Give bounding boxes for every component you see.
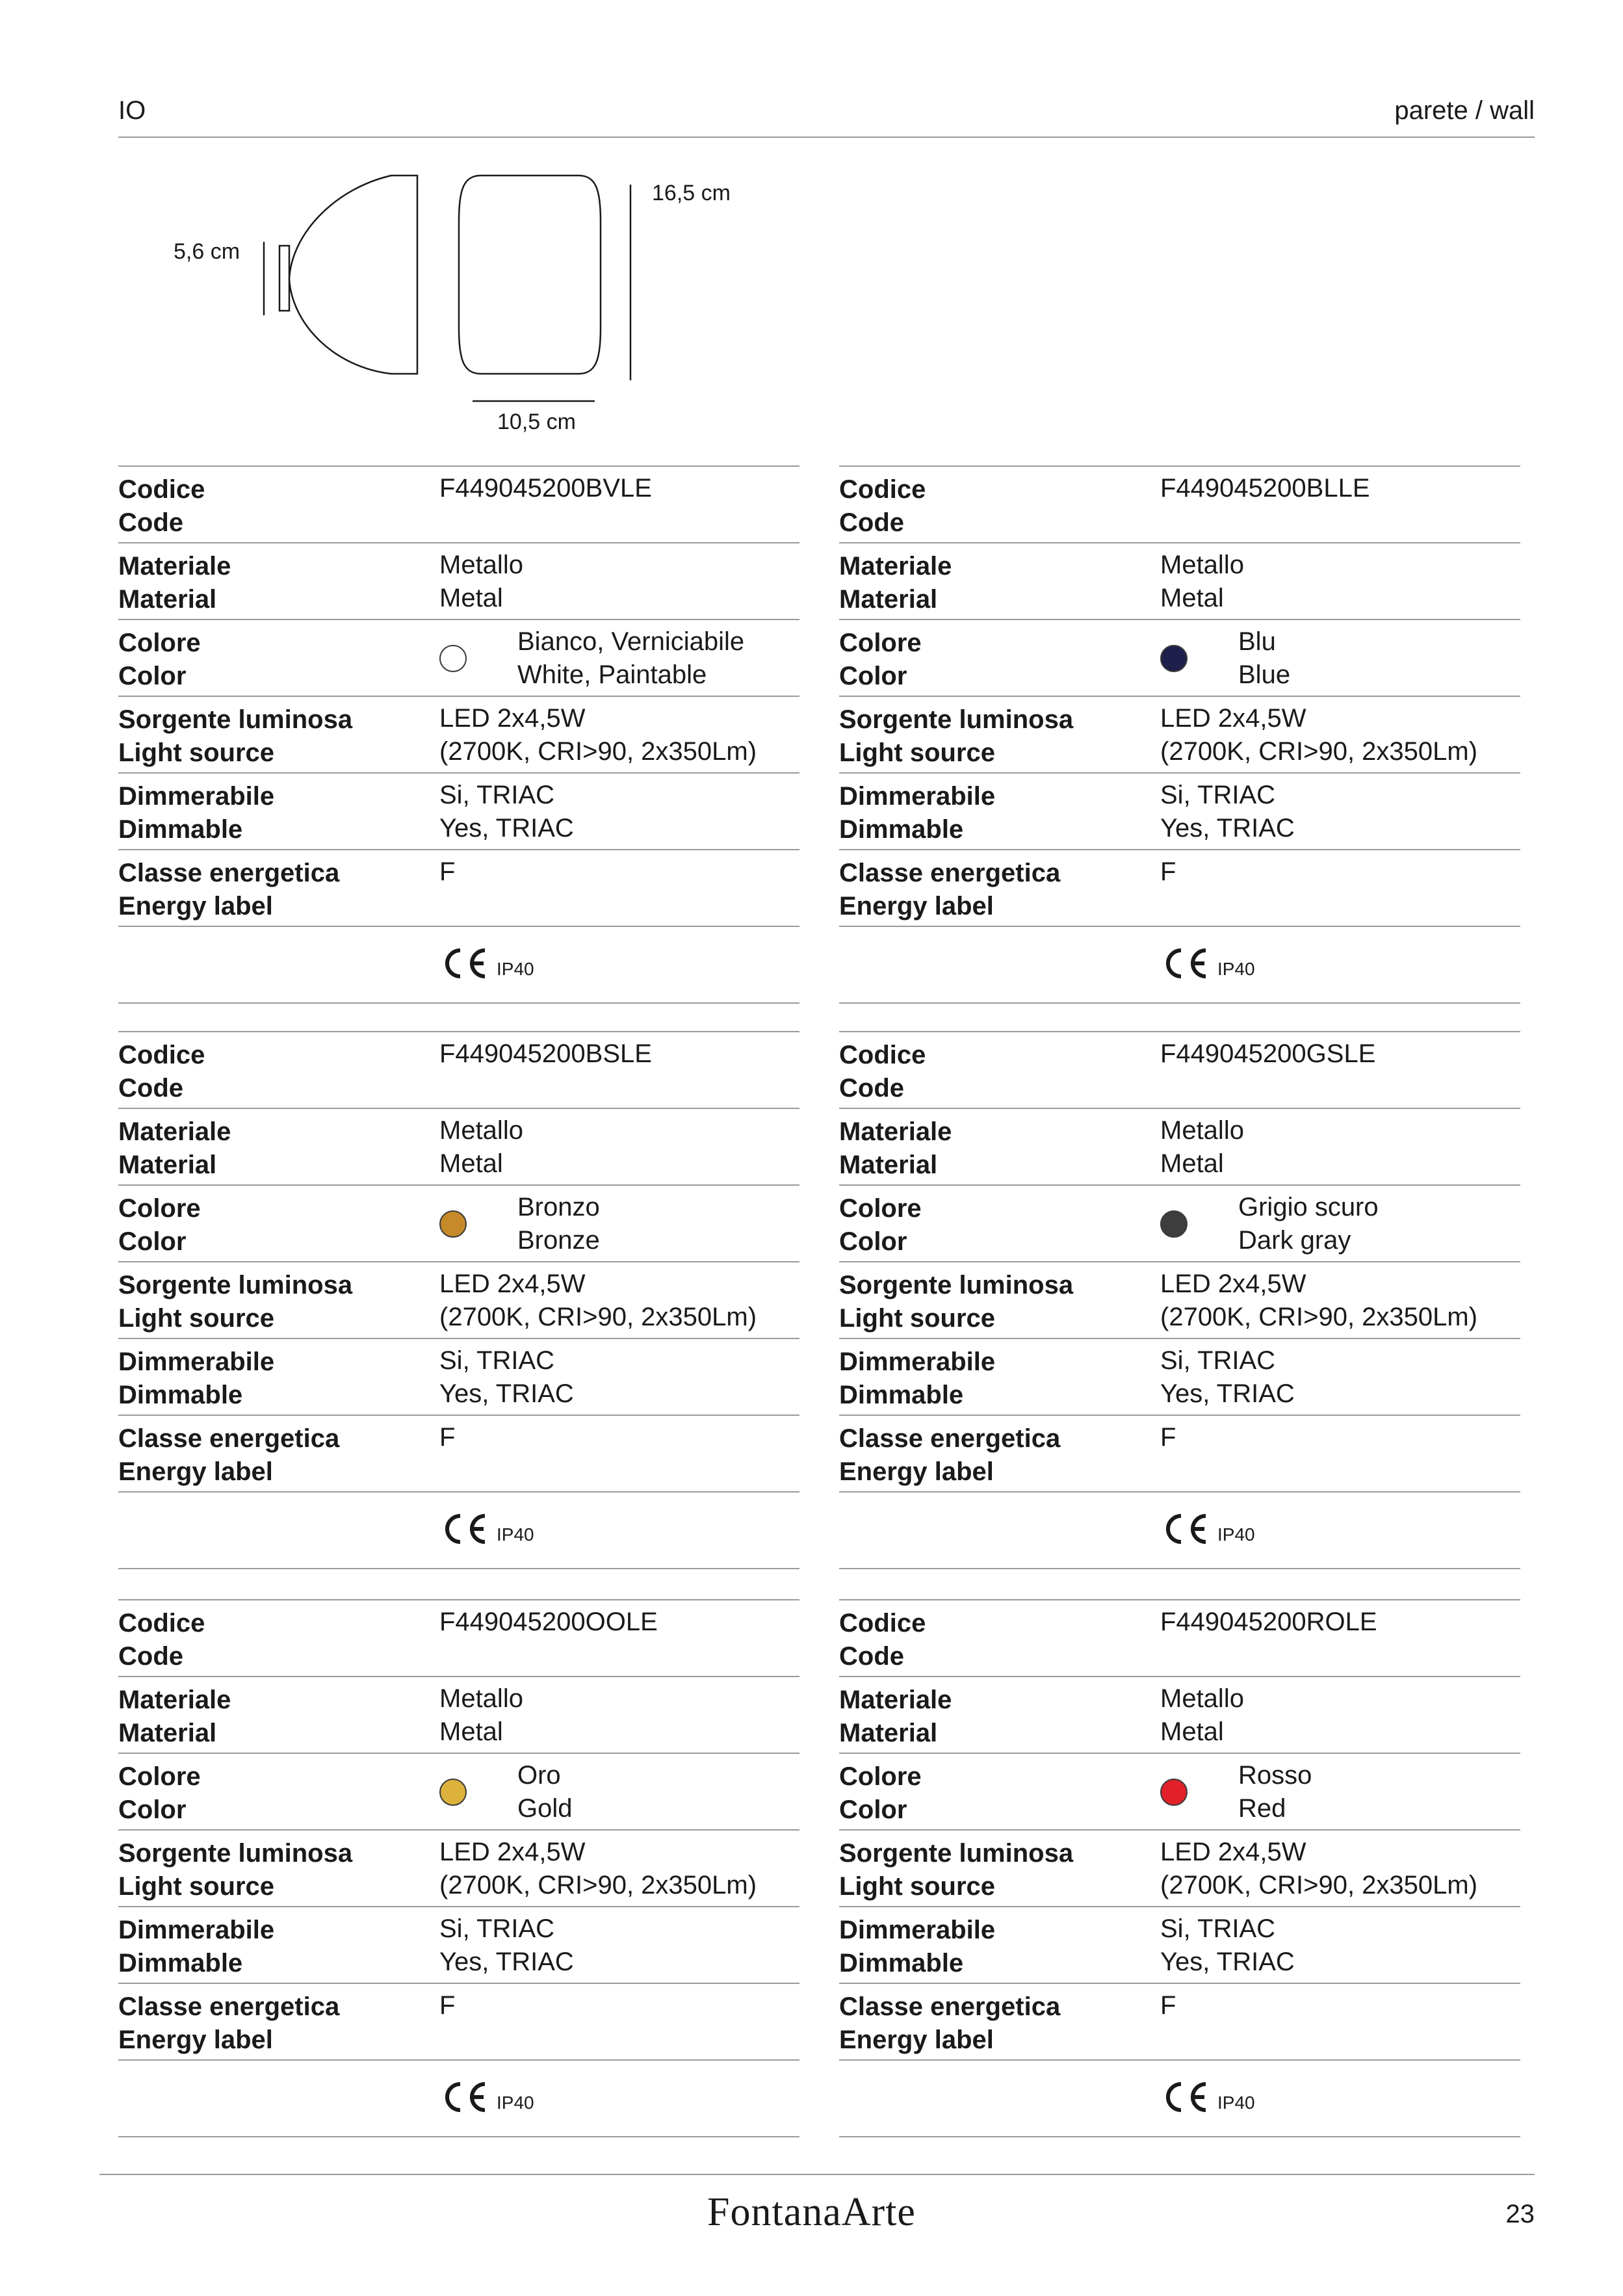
material-value [1160,1109,1520,1181]
material-label-en: Material [118,1719,217,1747]
material-label-it: Materiale [118,552,231,581]
dimmable-label [839,1339,1160,1412]
color-label [839,620,1160,693]
dimmable-value [1160,774,1520,845]
color-value-en: Red [1238,1794,1286,1823]
light-source-value-it: LED 2x4,5W [439,1838,586,1866]
color-label-it: Colore [118,629,201,657]
collection-title: IO [118,96,146,125]
energy-label [839,1416,1160,1489]
material-value [439,1109,799,1181]
ip-rating: IP40 [497,1524,534,1545]
light-source-value [439,697,799,768]
color-row [118,619,799,696]
source-label-en: Light source [839,1872,996,1901]
dimmable-value-it: Si, TRIAC [439,781,555,809]
energy-label-row [118,1983,799,2059]
energy-label-en: Energy label [118,892,273,920]
width-dimension-label: 10,5 cm [497,410,576,434]
code-label-en: Code [118,508,183,537]
color-label-it: Colore [839,629,922,657]
energy-label-it: Classe energetica [839,1424,1061,1453]
color-value-en: White, Paintable [517,660,707,689]
color-row [118,1184,799,1261]
code-row [118,1599,799,1676]
dimmable-value [439,1339,799,1411]
color-value-it: Bianco, Verniciabile [517,627,745,656]
code-label [839,1032,1160,1105]
certification-label-empty [118,927,439,933]
color-label-it: Colore [118,1762,201,1791]
material-value-en: Metal [439,584,503,612]
code-label [118,1600,439,1673]
certification-row [839,926,1520,1004]
ce-mark-icon [439,2080,489,2114]
color-value-it: Blu [1238,627,1276,656]
energy-label-row [839,849,1520,926]
material-label-it: Materiale [118,1117,231,1146]
color-value-it: Grigio scuro [1238,1193,1379,1221]
dimmable-value-en: Yes, TRIAC [1160,814,1295,842]
source-label-en: Light source [118,1872,275,1901]
light-source-row [839,1261,1520,1338]
ip-rating: IP40 [1217,959,1255,979]
height-dimension-label: 16,5 cm [652,181,731,205]
energy-label [118,1984,439,2057]
ip-rating: IP40 [1217,2093,1255,2113]
certification-value [1160,1493,1520,1546]
material-row [118,1676,799,1753]
source-label-it: Sorgente luminosa [839,705,1074,734]
dimmable-value-en: Yes, TRIAC [1160,1948,1295,1976]
ce-mark-icon [1160,2080,1210,2114]
dimmable-value-en: Yes, TRIAC [439,1379,574,1408]
material-label-en: Material [839,585,938,614]
material-value-en: Metal [1160,584,1224,612]
light-source-value-en: (2700K, CRI>90, 2x350Lm) [439,1303,757,1331]
energy-label-en: Energy label [839,892,994,920]
color-label [118,620,439,693]
material-value-it: Metallo [439,1116,523,1145]
light-source-row [118,696,799,772]
light-source-value-it: LED 2x4,5W [439,704,586,733]
dimmable-value [439,1907,799,1979]
dimmable-label-en: Dimmable [118,1949,243,1977]
color-value [439,620,799,692]
light-source-value-en: (2700K, CRI>90, 2x350Lm) [1160,1303,1478,1331]
code-row [839,1031,1520,1108]
source-label [839,697,1160,770]
product-code: F449045200OOLE [439,1608,658,1636]
energy-label [118,1416,439,1489]
energy-class-value: F [439,1991,456,2020]
color-row [839,1184,1520,1261]
color-label-en: Color [839,1795,907,1824]
source-label-it: Sorgente luminosa [839,1271,1074,1299]
dimmable-value-en: Yes, TRIAC [1160,1379,1295,1408]
header-divider [118,137,1535,138]
code-label-en: Code [839,1074,904,1102]
certification-value [439,1493,799,1546]
ce-mark-icon [1160,946,1210,980]
energy-label [839,850,1160,923]
certification-label-empty [118,1493,439,1499]
code-label-it: Codice [118,1041,205,1069]
light-source-value-en: (2700K, CRI>90, 2x350Lm) [439,1871,757,1899]
color-label [118,1754,439,1827]
dimmable-row [839,1338,1520,1415]
color-value [1160,620,1520,692]
dimmable-row [118,1338,799,1415]
material-label-en: Material [118,585,217,614]
color-value [1160,1186,1520,1257]
light-source-value [439,1262,799,1334]
material-label-it: Materiale [839,1686,952,1714]
light-source-value [1160,1831,1520,1902]
energy-label-en: Energy label [118,2026,273,2054]
energy-label-row [118,849,799,926]
certification-label-empty [839,1493,1160,1499]
energy-label-it: Classe energetica [839,859,1061,887]
code-label [839,467,1160,540]
color-value-en: Blue [1238,660,1291,689]
color-label-it: Colore [118,1194,201,1223]
product-spec-card [118,465,799,1004]
color-label-en: Color [839,1227,907,1256]
source-label-it: Sorgente luminosa [839,1839,1074,1868]
energy-class-value: F [439,1423,456,1452]
ce-mark-icon [439,1512,489,1546]
source-label [118,1262,439,1335]
light-source-row [118,1261,799,1338]
material-value-it: Metallo [1160,1116,1244,1145]
source-label-it: Sorgente luminosa [118,1271,353,1299]
energy-class-value: F [1160,1423,1176,1452]
code-label-it: Codice [118,1609,205,1637]
color-row [118,1753,799,1829]
light-source-value-en: (2700K, CRI>90, 2x350Lm) [439,737,757,766]
dimmable-label-it: Dimmerabile [839,782,996,811]
material-value-it: Metallo [439,1684,523,1713]
source-label-en: Light source [839,738,996,767]
energy-label-it: Classe energetica [118,859,340,887]
dimmable-value [1160,1907,1520,1979]
front-view-shape [459,176,601,374]
source-label [839,1831,1160,1903]
code-label-it: Codice [839,475,926,504]
light-source-value-en: (2700K, CRI>90, 2x350Lm) [1160,1871,1478,1899]
dimmable-label [839,774,1160,846]
certification-row [839,2059,1520,2137]
material-label-it: Materiale [839,552,952,581]
ip-rating: IP40 [497,2093,534,2113]
section-label: parete / wall [1394,96,1535,125]
footer-divider [99,2174,1535,2175]
certification-label-empty [118,2061,439,2067]
color-swatch-icon [1160,1779,1188,1806]
product-code: F449045200ROLE [1160,1608,1377,1636]
wall-mount-plate [279,246,289,311]
material-label [839,543,1160,616]
light-source-value-it: LED 2x4,5W [439,1270,586,1298]
material-row [118,1108,799,1184]
certification-value [1160,927,1520,980]
brand-logo: FontanaArte [707,2190,916,2234]
ip-rating: IP40 [1217,1524,1255,1545]
dimmable-label-it: Dimmerabile [118,1348,275,1376]
material-value-it: Metallo [1160,1684,1244,1713]
material-value-it: Metallo [1160,551,1244,579]
certification-label-empty [839,927,1160,933]
material-label-it: Materiale [118,1686,231,1714]
code-label-it: Codice [839,1041,926,1069]
energy-label [839,1984,1160,2057]
product-spec-card [118,1031,799,1569]
certification-value [439,2061,799,2114]
code-label-en: Code [839,508,904,537]
source-label [118,1831,439,1903]
light-source-value-en: (2700K, CRI>90, 2x350Lm) [1160,737,1478,766]
page-number: 23 [1505,2200,1535,2228]
light-source-value-it: LED 2x4,5W [1160,1270,1306,1298]
color-value [439,1186,799,1257]
depth-dimension-label: 5,6 cm [174,239,240,264]
color-label-it: Colore [839,1762,922,1791]
certification-row [118,1491,799,1569]
light-source-value-it: LED 2x4,5W [1160,704,1306,733]
code-label-en: Code [118,1642,183,1671]
dimmable-value-it: Si, TRIAC [1160,1346,1276,1375]
color-value-en: Dark gray [1238,1226,1351,1255]
dimmable-row [118,1906,799,1983]
dimmable-value-en: Yes, TRIAC [439,1948,574,1976]
color-label-en: Color [118,662,187,690]
source-label-it: Sorgente luminosa [118,705,353,734]
dimmable-value-en: Yes, TRIAC [439,814,574,842]
color-value-it: Rosso [1238,1761,1312,1790]
dimmable-label-en: Dimmable [839,1949,964,1977]
dimmable-value-it: Si, TRIAC [1160,781,1276,809]
light-source-value [1160,697,1520,768]
source-label-en: Light source [118,1304,275,1333]
source-label-en: Light source [839,1304,996,1333]
color-value-it: Oro [517,1761,561,1790]
color-value-en: Gold [517,1794,573,1823]
color-value [439,1754,799,1825]
technical-drawing [149,163,786,449]
dimmable-row [839,772,1520,849]
color-label-en: Color [118,1795,187,1824]
material-label-en: Material [839,1719,938,1747]
color-value [1160,1754,1520,1825]
light-source-value [1160,1262,1520,1334]
energy-class-value: F [439,857,456,886]
product-code: F449045200BLLE [1160,474,1370,502]
material-value-en: Metal [1160,1149,1224,1178]
code-label [118,467,439,540]
product-code: F449045200BSLE [439,1039,652,1068]
light-source-value-it: LED 2x4,5W [1160,1838,1306,1866]
material-value [1160,1677,1520,1749]
color-row [839,619,1520,696]
code-row [118,465,799,542]
material-label-en: Material [118,1151,217,1179]
code-label-it: Codice [118,475,205,504]
light-source-row [839,1829,1520,1906]
dimmable-value [1160,1339,1520,1411]
energy-label-en: Energy label [118,1457,273,1486]
source-label-it: Sorgente luminosa [118,1839,353,1868]
dimmable-label-it: Dimmerabile [118,782,275,811]
material-value-it: Metallo [439,551,523,579]
color-swatch-icon [439,645,467,672]
color-swatch-icon [439,1210,467,1238]
dimmable-label-en: Dimmable [839,1381,964,1409]
source-label [839,1262,1160,1335]
product-spec-card [118,1599,799,2137]
code-row [839,1599,1520,1676]
energy-label-row [839,1415,1520,1491]
code-label-it: Codice [839,1609,926,1637]
energy-label [118,850,439,923]
color-label-en: Color [839,662,907,690]
color-label-it: Colore [839,1194,922,1223]
material-value [1160,543,1520,615]
material-label [118,543,439,616]
material-value-en: Metal [439,1717,503,1746]
energy-label-it: Classe energetica [118,1992,340,2021]
color-label [118,1186,439,1259]
dimmable-value-it: Si, TRIAC [439,1914,555,1943]
certification-row [118,926,799,1004]
material-label [118,1677,439,1750]
code-label-en: Code [839,1642,904,1671]
dimmable-value [439,774,799,845]
source-label [118,697,439,770]
ip-rating: IP40 [497,959,534,979]
material-label [839,1677,1160,1750]
light-source-value [439,1831,799,1902]
dimmable-label [118,1907,439,1980]
certification-row [118,2059,799,2137]
material-value-en: Metal [439,1149,503,1178]
material-value-en: Metal [1160,1717,1224,1746]
material-row [118,542,799,619]
code-row [118,1031,799,1108]
energy-label-en: Energy label [839,2026,994,2054]
light-source-row [839,696,1520,772]
ce-mark-icon [439,946,489,980]
energy-class-value: F [1160,857,1176,886]
code-row [839,465,1520,542]
material-row [839,542,1520,619]
product-spec-card [839,1031,1520,1569]
source-label-en: Light source [118,738,275,767]
dimmable-value-it: Si, TRIAC [1160,1914,1276,1943]
color-swatch-icon [1160,1210,1188,1238]
dimmable-label-en: Dimmable [118,1381,243,1409]
side-profile-shape [289,176,417,374]
dimmable-label [839,1907,1160,1980]
certification-value [439,927,799,980]
certification-row [839,1491,1520,1569]
energy-label-it: Classe energetica [839,1992,1061,2021]
material-row [839,1108,1520,1184]
dimmable-row [839,1906,1520,1983]
color-swatch-icon [439,1779,467,1806]
light-source-row [118,1829,799,1906]
color-value-en: Bronze [517,1226,600,1255]
dimmable-label-en: Dimmable [118,815,243,844]
color-label-en: Color [118,1227,187,1256]
dimmable-label [118,1339,439,1412]
energy-label-row [118,1415,799,1491]
product-code: F449045200GSLE [1160,1039,1376,1068]
certification-value [1160,2061,1520,2114]
material-label-it: Materiale [839,1117,952,1146]
dimmable-label-it: Dimmerabile [118,1916,275,1944]
energy-class-value: F [1160,1991,1176,2020]
ce-mark-icon [1160,1512,1210,1546]
color-label [839,1754,1160,1827]
dimmable-label [118,774,439,846]
product-spec-card [839,1599,1520,2137]
dimmable-label-it: Dimmerabile [839,1348,996,1376]
material-label-en: Material [839,1151,938,1179]
material-label [839,1109,1160,1182]
material-value [439,1677,799,1749]
material-row [839,1676,1520,1753]
code-label [839,1600,1160,1673]
energy-label-row [839,1983,1520,2059]
code-label [118,1032,439,1105]
dimmable-value-it: Si, TRIAC [439,1346,555,1375]
energy-label-en: Energy label [839,1457,994,1486]
product-spec-card [839,465,1520,1004]
material-value [439,543,799,615]
dimmable-label-it: Dimmerabile [839,1916,996,1944]
color-swatch-icon [1160,645,1188,672]
code-label-en: Code [118,1074,183,1102]
dimmable-label-en: Dimmable [839,815,964,844]
color-row [839,1753,1520,1829]
energy-label-it: Classe energetica [118,1424,340,1453]
material-label [118,1109,439,1182]
product-code: F449045200BVLE [439,474,652,502]
certification-label-empty [839,2061,1160,2067]
color-label [839,1186,1160,1259]
dimmable-row [118,772,799,849]
color-value-it: Bronzo [517,1193,600,1221]
